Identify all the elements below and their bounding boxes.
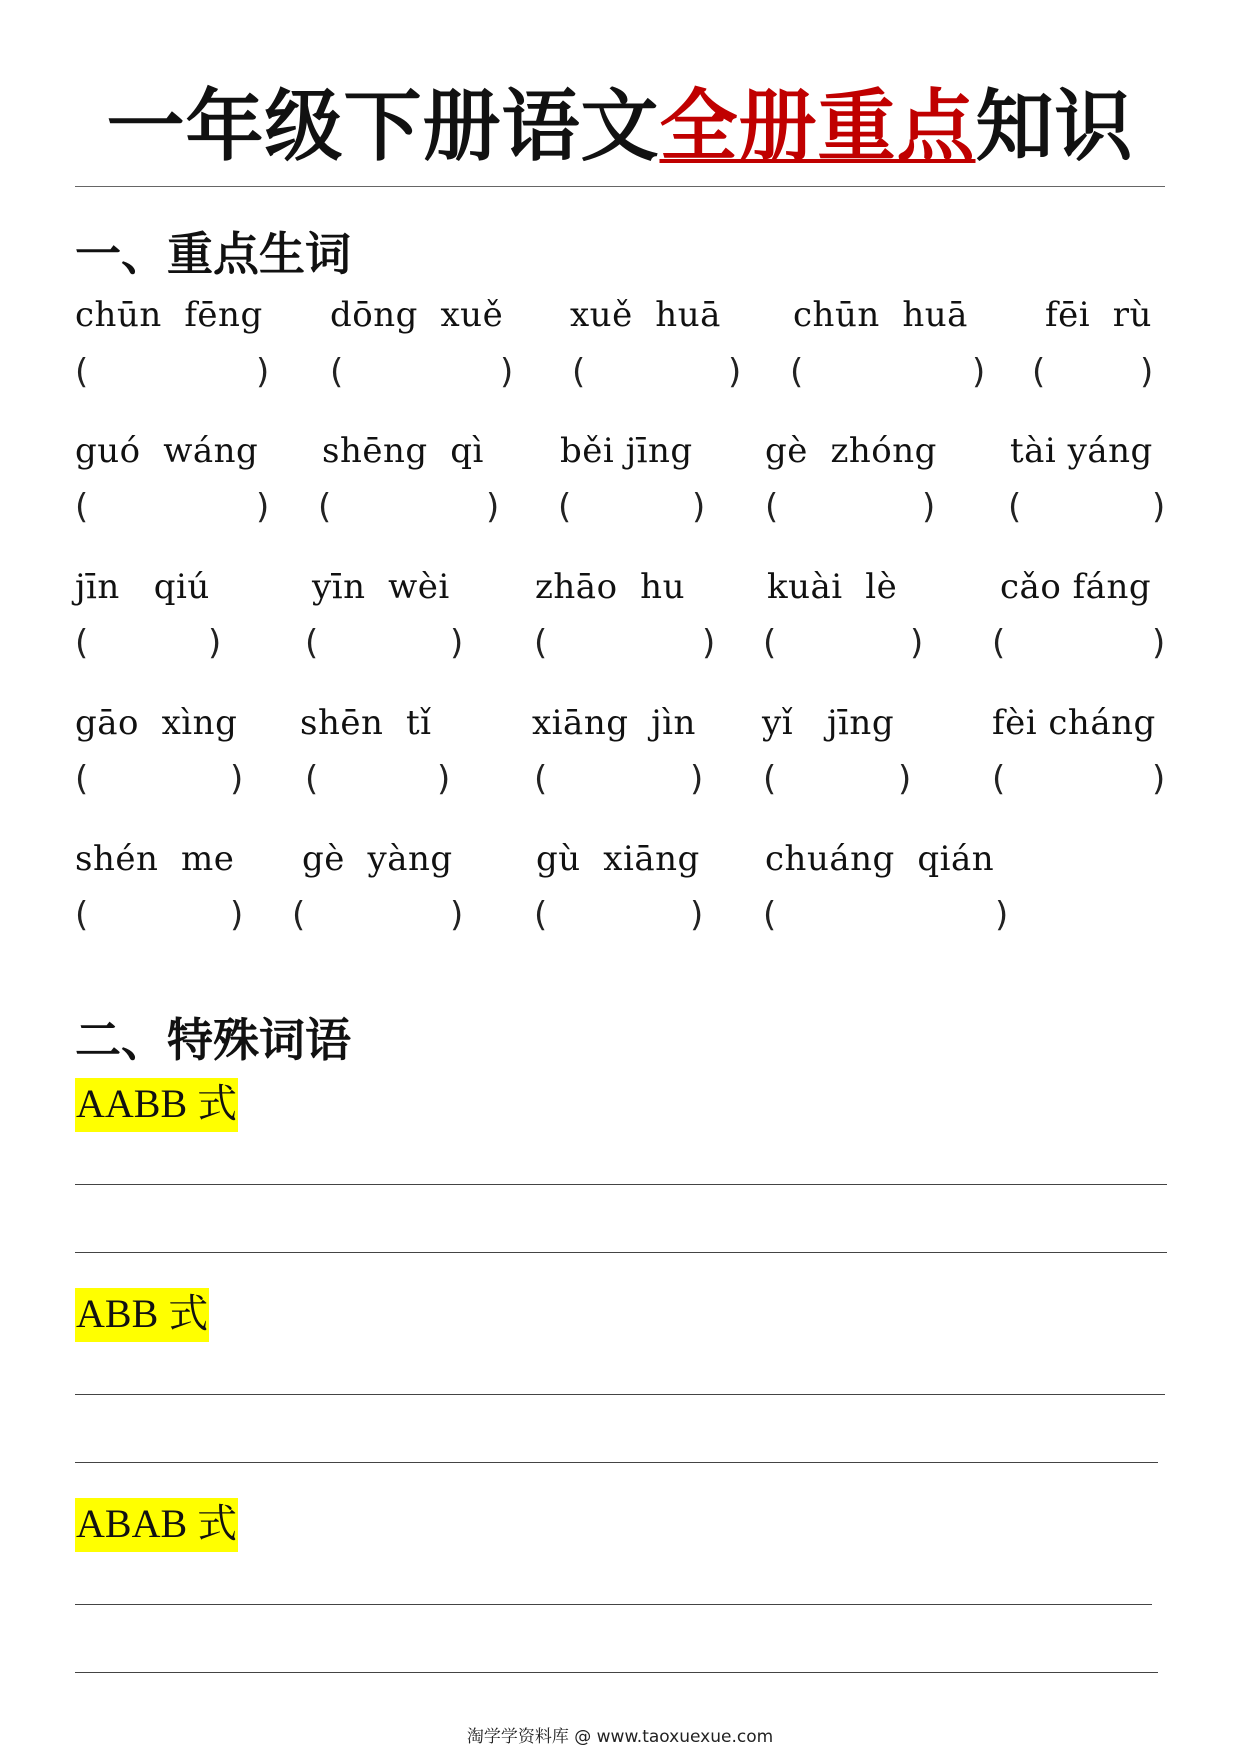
open-bracket[interactable]: ( [558,487,572,527]
open-bracket[interactable]: ( [992,623,1006,663]
close-bracket: ) [1152,487,1166,527]
pinyin-item: shēn tǐ [300,703,432,743]
pinyin-row-3 [0,567,1240,610]
pinyin-item: shēng qì [322,431,484,471]
open-bracket[interactable]: ( [292,895,306,935]
pinyin-item: yīn wèi [312,567,450,607]
open-bracket[interactable]: ( [1008,487,1022,527]
answer-line[interactable] [75,1252,1167,1253]
open-bracket[interactable]: ( [75,895,89,935]
open-bracket[interactable]: ( [534,759,548,799]
open-bracket[interactable]: ( [305,623,319,663]
open-bracket[interactable]: ( [75,352,89,392]
title-highlight: 全册重点 [659,81,976,172]
open-bracket[interactable]: ( [534,895,548,935]
pinyin-item: chuáng qián [765,839,995,879]
pinyin-item: gù xiāng [536,839,700,879]
abb-label: ABB 式 [75,1288,209,1342]
close-bracket: ) [910,623,924,663]
open-bracket[interactable]: ( [1032,352,1046,392]
pinyin-row-1 [0,295,1240,338]
pinyin-item: shén me [75,839,235,879]
title-part1: 一年级下册语文 [106,81,660,172]
close-bracket: ) [256,487,270,527]
answer-line[interactable] [75,1394,1165,1395]
pinyin-row-5 [0,839,1240,882]
section1-heading: 一、重点生词 [75,227,351,281]
pinyin-item: yǐ jīng [762,703,895,743]
close-bracket: ) [1140,352,1154,392]
pinyin-item: gè yàng [302,839,453,879]
answer-row-4 [0,759,1240,802]
open-bracket[interactable]: ( [572,352,586,392]
pinyin-item: tài yáng [1010,431,1153,471]
answer-line[interactable] [75,1462,1158,1463]
footer-watermark: 淘学学资料库 @ www.taoxuexue.com [466,1727,774,1747]
pinyin-item: jīn qiú [75,567,210,607]
pinyin-item: gāo xìng [75,703,238,743]
close-bracket: ) [690,895,704,935]
abab-label: ABAB 式 [75,1498,238,1552]
open-bracket[interactable]: ( [763,623,777,663]
title-part2: 知识 [975,81,1134,172]
page-title [0,81,1240,172]
close-bracket: ) [450,623,464,663]
open-bracket[interactable]: ( [992,759,1006,799]
answer-row-1 [0,352,1240,395]
open-bracket[interactable]: ( [534,623,548,663]
close-bracket: ) [500,352,514,392]
pinyin-item: gè zhóng [765,431,937,471]
close-bracket: ) [690,759,704,799]
pinyin-item: fēi rù [1045,295,1152,335]
close-bracket: ) [995,895,1009,935]
close-bracket: ) [230,759,244,799]
open-bracket[interactable]: ( [305,759,319,799]
open-bracket[interactable]: ( [790,352,804,392]
close-bracket: ) [972,352,986,392]
close-bracket: ) [692,487,706,527]
pinyin-item: xuě huā [570,295,721,335]
close-bracket: ) [898,759,912,799]
aabb-label: AABB 式 [75,1078,238,1132]
close-bracket: ) [728,352,742,392]
pinyin-item: zhāo hu [535,567,685,607]
close-bracket: ) [702,623,716,663]
pinyin-row-2 [0,431,1240,474]
answer-row-5 [0,895,1240,938]
open-bracket[interactable]: ( [75,759,89,799]
open-bracket[interactable]: ( [318,487,332,527]
answer-line[interactable] [75,1604,1152,1605]
close-bracket: ) [256,352,270,392]
pinyin-item: xiāng jìn [532,703,696,743]
close-bracket: ) [922,487,936,527]
close-bracket: ) [1152,623,1166,663]
pinyin-item: běi jīng [560,431,693,471]
pinyin-item: guó wáng [75,431,259,471]
open-bracket[interactable]: ( [765,487,779,527]
pinyin-item: chūn fēng [75,295,263,335]
answer-row-3 [0,623,1240,666]
pinyin-row-4 [0,703,1240,746]
close-bracket: ) [450,895,464,935]
pinyin-item: chūn huā [793,295,968,335]
open-bracket[interactable]: ( [763,895,777,935]
section2-heading: 二、特殊词语 [75,1013,351,1067]
open-bracket[interactable]: ( [75,487,89,527]
answer-line[interactable] [75,1184,1167,1185]
pinyin-item: fèi cháng [992,703,1156,743]
answer-line[interactable] [75,1672,1158,1673]
open-bracket[interactable]: ( [330,352,344,392]
open-bracket[interactable]: ( [763,759,777,799]
close-bracket: ) [230,895,244,935]
close-bracket: ) [1152,759,1166,799]
pinyin-item: dōng xuě [330,295,504,335]
close-bracket: ) [486,487,500,527]
pinyin-item: kuài lè [767,567,898,607]
close-bracket: ) [208,623,222,663]
pinyin-item: cǎo fáng [1000,567,1152,607]
title-divider [75,186,1165,187]
open-bracket[interactable]: ( [75,623,89,663]
close-bracket: ) [437,759,451,799]
answer-row-2 [0,487,1240,530]
